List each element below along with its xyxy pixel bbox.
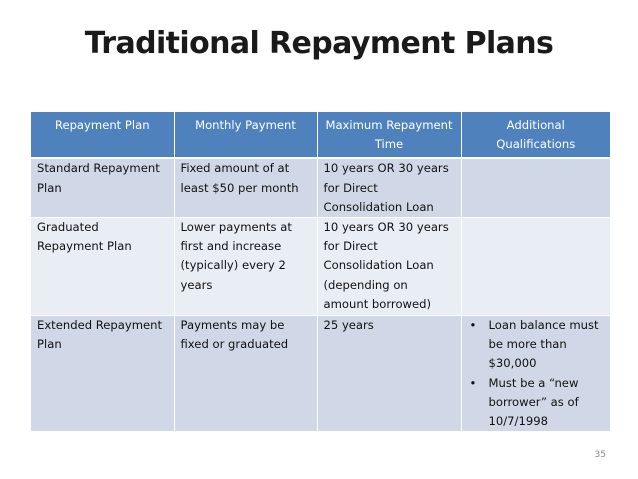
monthly-payment-cell: Lower payments at first and increase (typically) every 2 years	[174, 218, 317, 316]
table-header-row	[31, 112, 610, 158]
max-repayment-time-cell: 25 years	[317, 316, 461, 432]
header-additional-qualifications: Additional Qualifications	[461, 112, 610, 158]
list-item	[468, 316, 606, 374]
header-monthly-payment: Monthly Payment	[174, 112, 317, 158]
page-number: 35	[594, 450, 606, 460]
table-row	[31, 316, 610, 432]
table-row	[31, 158, 610, 217]
slide-title: Traditional Repayment Plans	[84, 26, 554, 61]
qualifications-cell	[461, 316, 610, 432]
plan-name-cell: Extended Repayment Plan	[31, 316, 174, 432]
list-item	[468, 374, 606, 432]
header-maximum-repayment-time: Maximum Repayment Time	[317, 112, 461, 158]
qualifications-cell	[461, 158, 610, 217]
plan-name-cell: Standard Repayment Plan	[31, 158, 174, 217]
monthly-payment-cell: Fixed amount of at least $50 per month	[174, 158, 317, 217]
header-repayment-plan: Repayment Plan	[31, 112, 174, 158]
repayment-plans-table	[31, 112, 610, 432]
qualification-text: Loan balance must be more than $30,000	[488, 318, 599, 371]
qualification-text: Must be a “new borrower” as of 10/7/1998	[488, 375, 579, 429]
qualifications-list	[468, 316, 606, 431]
bullet-icon: •	[469, 318, 477, 333]
bullet-icon: •	[469, 375, 477, 390]
monthly-payment-cell: Payments may be fixed or graduated	[174, 316, 317, 432]
table-row	[31, 218, 610, 316]
max-repayment-time-cell: 10 years OR 30 years for Direct Consolidation Loan (depending on amount borrowed)	[317, 218, 461, 316]
max-repayment-time-cell: 10 years OR 30 years for Direct Consolidation Loan	[317, 158, 461, 217]
qualifications-cell	[461, 218, 610, 316]
plan-name-cell: Graduated Repayment Plan	[31, 218, 174, 316]
